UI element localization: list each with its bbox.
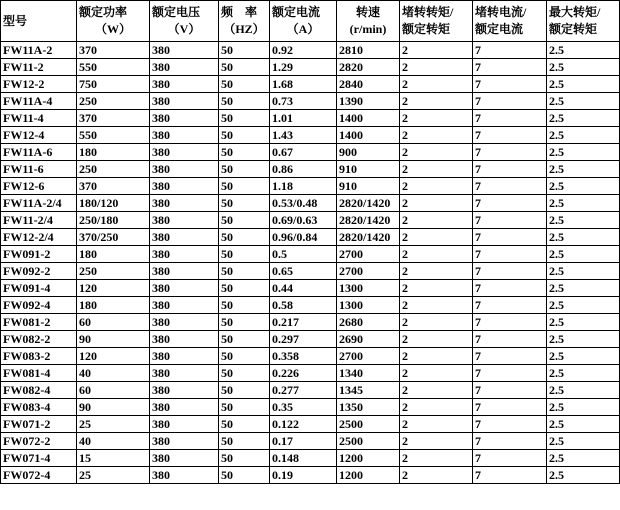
cell-max-torque-ratio: 2.5 <box>547 348 620 365</box>
cell-rated-voltage: 380 <box>150 314 219 331</box>
cell-rated-voltage: 380 <box>150 348 219 365</box>
cell-rated-power: 370 <box>77 178 150 195</box>
cell-rated-current: 0.226 <box>270 365 337 382</box>
cell-rated-current: 0.69/0.63 <box>270 212 337 229</box>
table-row <box>1 144 620 161</box>
cell-rated-voltage: 380 <box>150 433 219 450</box>
cell-speed: 2700 <box>337 348 400 365</box>
cell-model: FW072-2 <box>1 433 77 450</box>
cell-rated-power: 60 <box>77 314 150 331</box>
cell-rated-current: 1.01 <box>270 110 337 127</box>
cell-frequency: 50 <box>219 467 270 484</box>
cell-rated-voltage: 380 <box>150 229 219 246</box>
cell-model: FW091-2 <box>1 246 77 263</box>
cell-max-torque-ratio: 2.5 <box>547 127 620 144</box>
cell-rated-power: 90 <box>77 399 150 416</box>
table-row <box>1 110 620 127</box>
cell-rated-power: 40 <box>77 433 150 450</box>
cell-max-torque-ratio: 2.5 <box>547 161 620 178</box>
cell-rated-voltage: 380 <box>150 161 219 178</box>
cell-rated-current: 0.44 <box>270 280 337 297</box>
cell-rated-voltage: 380 <box>150 76 219 93</box>
cell-model: FW092-2 <box>1 263 77 280</box>
cell-rated-current: 0.19 <box>270 467 337 484</box>
cell-frequency: 50 <box>219 144 270 161</box>
cell-max-torque-ratio: 2.5 <box>547 93 620 110</box>
cell-rated-current: 1.18 <box>270 178 337 195</box>
cell-model: FW071-2 <box>1 416 77 433</box>
cell-speed: 2500 <box>337 416 400 433</box>
cell-rated-power: 180 <box>77 144 150 161</box>
cell-rated-power: 250 <box>77 161 150 178</box>
header-line: 频 率 <box>221 5 258 19</box>
cell-locked-torque-ratio: 2 <box>400 314 473 331</box>
table-row <box>1 314 620 331</box>
cell-max-torque-ratio: 2.5 <box>547 246 620 263</box>
cell-locked-torque-ratio: 2 <box>400 297 473 314</box>
cell-frequency: 50 <box>219 399 270 416</box>
cell-rated-current: 0.297 <box>270 331 337 348</box>
cell-max-torque-ratio: 2.5 <box>547 59 620 76</box>
cell-rated-current: 0.86 <box>270 161 337 178</box>
header-line: 最大转矩/ <box>549 5 601 19</box>
cell-frequency: 50 <box>219 229 270 246</box>
table-row <box>1 161 620 178</box>
cell-model: FW12-2 <box>1 76 77 93</box>
cell-model: FW11A-6 <box>1 144 77 161</box>
cell-locked-torque-ratio: 2 <box>400 467 473 484</box>
cell-model: FW082-4 <box>1 382 77 399</box>
header-line: 额定转矩 <box>402 22 451 36</box>
cell-rated-voltage: 380 <box>150 399 219 416</box>
cell-rated-power: 180 <box>77 297 150 314</box>
table-row <box>1 399 620 416</box>
cell-max-torque-ratio: 2.5 <box>547 229 620 246</box>
table-row <box>1 450 620 467</box>
cell-rated-power: 90 <box>77 331 150 348</box>
cell-frequency: 50 <box>219 42 270 59</box>
cell-locked-torque-ratio: 2 <box>400 76 473 93</box>
cell-model: FW083-4 <box>1 399 77 416</box>
cell-locked-torque-ratio: 2 <box>400 161 473 178</box>
cell-max-torque-ratio: 2.5 <box>547 195 620 212</box>
cell-rated-power: 120 <box>77 280 150 297</box>
cell-rated-power: 40 <box>77 365 150 382</box>
cell-speed: 2820/1420 <box>337 229 400 246</box>
table-row <box>1 246 620 263</box>
cell-rated-current: 0.65 <box>270 263 337 280</box>
cell-frequency: 50 <box>219 212 270 229</box>
cell-locked-current-ratio: 7 <box>473 229 547 246</box>
header-line: 额定功率 <box>79 5 128 19</box>
header-rated-current <box>270 1 337 42</box>
cell-locked-torque-ratio: 2 <box>400 399 473 416</box>
cell-frequency: 50 <box>219 178 270 195</box>
cell-rated-voltage: 380 <box>150 212 219 229</box>
cell-speed: 1300 <box>337 280 400 297</box>
cell-max-torque-ratio: 2.5 <box>547 416 620 433</box>
cell-locked-current-ratio: 7 <box>473 144 547 161</box>
cell-locked-torque-ratio: 2 <box>400 450 473 467</box>
header-frequency <box>219 1 270 42</box>
cell-frequency: 50 <box>219 297 270 314</box>
header-line: 额定转矩 <box>549 22 598 36</box>
cell-locked-current-ratio: 7 <box>473 467 547 484</box>
cell-rated-power: 120 <box>77 348 150 365</box>
cell-max-torque-ratio: 2.5 <box>547 76 620 93</box>
cell-speed: 2700 <box>337 263 400 280</box>
cell-locked-current-ratio: 7 <box>473 263 547 280</box>
cell-speed: 2690 <box>337 331 400 348</box>
cell-locked-current-ratio: 7 <box>473 161 547 178</box>
cell-rated-power: 250 <box>77 263 150 280</box>
header-speed <box>337 1 400 42</box>
cell-rated-voltage: 380 <box>150 178 219 195</box>
table-row <box>1 280 620 297</box>
cell-max-torque-ratio: 2.5 <box>547 110 620 127</box>
table-row <box>1 416 620 433</box>
cell-locked-current-ratio: 7 <box>473 331 547 348</box>
cell-locked-current-ratio: 7 <box>473 280 547 297</box>
cell-model: FW091-4 <box>1 280 77 297</box>
cell-rated-power: 250 <box>77 93 150 110</box>
cell-frequency: 50 <box>219 161 270 178</box>
cell-rated-power: 370/250 <box>77 229 150 246</box>
cell-speed: 1400 <box>337 127 400 144</box>
cell-model: FW11-2/4 <box>1 212 77 229</box>
header-unit: （A） <box>286 22 320 36</box>
header-model <box>1 1 77 42</box>
cell-frequency: 50 <box>219 263 270 280</box>
table-row <box>1 382 620 399</box>
cell-speed: 1400 <box>337 110 400 127</box>
cell-frequency: 50 <box>219 416 270 433</box>
cell-max-torque-ratio: 2.5 <box>547 314 620 331</box>
cell-rated-power: 60 <box>77 382 150 399</box>
header-line: 转速 <box>355 5 380 19</box>
table-row <box>1 76 620 93</box>
cell-frequency: 50 <box>219 59 270 76</box>
cell-model: FW11-6 <box>1 161 77 178</box>
cell-speed: 910 <box>337 161 400 178</box>
cell-locked-current-ratio: 7 <box>473 433 547 450</box>
cell-rated-voltage: 380 <box>150 144 219 161</box>
cell-speed: 2820 <box>337 59 400 76</box>
cell-locked-torque-ratio: 2 <box>400 280 473 297</box>
cell-rated-current: 0.35 <box>270 399 337 416</box>
cell-rated-voltage: 380 <box>150 93 219 110</box>
cell-rated-voltage: 380 <box>150 127 219 144</box>
cell-locked-current-ratio: 7 <box>473 93 547 110</box>
cell-locked-current-ratio: 7 <box>473 246 547 263</box>
cell-locked-torque-ratio: 2 <box>400 433 473 450</box>
cell-locked-torque-ratio: 2 <box>400 263 473 280</box>
cell-rated-current: 0.277 <box>270 382 337 399</box>
header-line: 堵转电流/ <box>475 5 527 19</box>
cell-model: FW081-2 <box>1 314 77 331</box>
cell-locked-current-ratio: 7 <box>473 127 547 144</box>
cell-rated-voltage: 380 <box>150 280 219 297</box>
cell-model: FW12-6 <box>1 178 77 195</box>
cell-max-torque-ratio: 2.5 <box>547 144 620 161</box>
table-row <box>1 433 620 450</box>
table-row <box>1 467 620 484</box>
header-line: 堵转转矩/ <box>402 5 454 19</box>
cell-rated-current: 0.67 <box>270 144 337 161</box>
cell-rated-current: 0.217 <box>270 314 337 331</box>
header-line: 额定电流 <box>272 5 321 19</box>
cell-rated-voltage: 380 <box>150 246 219 263</box>
cell-max-torque-ratio: 2.5 <box>547 263 620 280</box>
header-unit: (r/min) <box>349 22 387 36</box>
header-unit: （HZ） <box>223 22 265 36</box>
cell-rated-power: 15 <box>77 450 150 467</box>
cell-locked-current-ratio: 7 <box>473 314 547 331</box>
cell-rated-current: 0.358 <box>270 348 337 365</box>
cell-model: FW071-4 <box>1 450 77 467</box>
table-row <box>1 229 620 246</box>
cell-locked-torque-ratio: 2 <box>400 365 473 382</box>
cell-frequency: 50 <box>219 433 270 450</box>
cell-model: FW11-2 <box>1 59 77 76</box>
cell-locked-torque-ratio: 2 <box>400 42 473 59</box>
cell-rated-voltage: 380 <box>150 416 219 433</box>
cell-frequency: 50 <box>219 365 270 382</box>
cell-locked-torque-ratio: 2 <box>400 246 473 263</box>
table-row <box>1 178 620 195</box>
cell-locked-current-ratio: 7 <box>473 212 547 229</box>
cell-rated-voltage: 380 <box>150 450 219 467</box>
cell-locked-current-ratio: 7 <box>473 110 547 127</box>
table-row <box>1 195 620 212</box>
cell-locked-torque-ratio: 2 <box>400 212 473 229</box>
header-unit: （W） <box>94 22 131 36</box>
cell-locked-torque-ratio: 2 <box>400 229 473 246</box>
cell-model: FW11A-4 <box>1 93 77 110</box>
cell-locked-current-ratio: 7 <box>473 450 547 467</box>
cell-max-torque-ratio: 2.5 <box>547 399 620 416</box>
cell-locked-current-ratio: 7 <box>473 416 547 433</box>
header-rated-voltage <box>150 1 219 42</box>
cell-frequency: 50 <box>219 195 270 212</box>
cell-locked-current-ratio: 7 <box>473 297 547 314</box>
table-row <box>1 212 620 229</box>
cell-speed: 2680 <box>337 314 400 331</box>
cell-model: FW11A-2/4 <box>1 195 77 212</box>
cell-rated-power: 750 <box>77 76 150 93</box>
table-row <box>1 59 620 76</box>
cell-locked-torque-ratio: 2 <box>400 127 473 144</box>
cell-speed: 2810 <box>337 42 400 59</box>
cell-max-torque-ratio: 2.5 <box>547 365 620 382</box>
cell-locked-current-ratio: 7 <box>473 42 547 59</box>
table-header <box>1 1 620 42</box>
cell-rated-power: 550 <box>77 127 150 144</box>
header-max-torque-ratio <box>547 1 620 42</box>
cell-locked-torque-ratio: 2 <box>400 331 473 348</box>
cell-speed: 1300 <box>337 297 400 314</box>
cell-rated-current: 0.17 <box>270 433 337 450</box>
cell-frequency: 50 <box>219 331 270 348</box>
table-row <box>1 331 620 348</box>
cell-speed: 1390 <box>337 93 400 110</box>
table-body <box>1 42 620 484</box>
cell-frequency: 50 <box>219 127 270 144</box>
cell-locked-torque-ratio: 2 <box>400 382 473 399</box>
cell-model: FW092-4 <box>1 297 77 314</box>
header-row <box>1 1 620 42</box>
header-locked-torque-ratio <box>400 1 473 42</box>
cell-rated-current: 0.5 <box>270 246 337 263</box>
cell-frequency: 50 <box>219 246 270 263</box>
cell-model: FW11-4 <box>1 110 77 127</box>
cell-rated-current: 0.96/0.84 <box>270 229 337 246</box>
table-row <box>1 127 620 144</box>
table-row <box>1 365 620 382</box>
cell-speed: 2700 <box>337 246 400 263</box>
cell-rated-voltage: 380 <box>150 382 219 399</box>
cell-locked-current-ratio: 7 <box>473 76 547 93</box>
cell-locked-current-ratio: 7 <box>473 59 547 76</box>
cell-rated-power: 250/180 <box>77 212 150 229</box>
cell-speed: 1340 <box>337 365 400 382</box>
header-line: 额定电压 <box>152 5 201 19</box>
cell-rated-voltage: 380 <box>150 42 219 59</box>
cell-frequency: 50 <box>219 348 270 365</box>
cell-max-torque-ratio: 2.5 <box>547 382 620 399</box>
cell-rated-current: 1.29 <box>270 59 337 76</box>
cell-speed: 2820/1420 <box>337 195 400 212</box>
header-locked-current-ratio <box>473 1 547 42</box>
cell-rated-voltage: 380 <box>150 331 219 348</box>
cell-locked-current-ratio: 7 <box>473 195 547 212</box>
cell-frequency: 50 <box>219 110 270 127</box>
cell-speed: 1200 <box>337 467 400 484</box>
cell-locked-current-ratio: 7 <box>473 365 547 382</box>
cell-rated-current: 0.58 <box>270 297 337 314</box>
cell-model: FW083-2 <box>1 348 77 365</box>
cell-max-torque-ratio: 2.5 <box>547 450 620 467</box>
cell-frequency: 50 <box>219 382 270 399</box>
cell-max-torque-ratio: 2.5 <box>547 280 620 297</box>
cell-model: FW082-2 <box>1 331 77 348</box>
cell-max-torque-ratio: 2.5 <box>547 212 620 229</box>
cell-rated-power: 370 <box>77 42 150 59</box>
cell-rated-voltage: 380 <box>150 297 219 314</box>
cell-speed: 1345 <box>337 382 400 399</box>
cell-rated-current: 0.73 <box>270 93 337 110</box>
cell-rated-power: 180/120 <box>77 195 150 212</box>
cell-speed: 2820/1420 <box>337 212 400 229</box>
cell-speed: 910 <box>337 178 400 195</box>
cell-speed: 1350 <box>337 399 400 416</box>
table-row <box>1 348 620 365</box>
cell-max-torque-ratio: 2.5 <box>547 467 620 484</box>
header-rated-power <box>77 1 150 42</box>
header-unit: （V） <box>167 22 201 36</box>
cell-rated-current: 0.122 <box>270 416 337 433</box>
cell-locked-torque-ratio: 2 <box>400 93 473 110</box>
header-line: 额定电流 <box>475 22 524 36</box>
cell-rated-voltage: 380 <box>150 365 219 382</box>
cell-rated-power: 550 <box>77 59 150 76</box>
cell-rated-voltage: 380 <box>150 195 219 212</box>
cell-model: FW072-4 <box>1 467 77 484</box>
cell-rated-current: 0.148 <box>270 450 337 467</box>
cell-rated-current: 0.53/0.48 <box>270 195 337 212</box>
cell-locked-current-ratio: 7 <box>473 399 547 416</box>
cell-max-torque-ratio: 2.5 <box>547 433 620 450</box>
cell-locked-current-ratio: 7 <box>473 382 547 399</box>
cell-model: FW11A-2 <box>1 42 77 59</box>
table-row <box>1 297 620 314</box>
cell-speed: 2840 <box>337 76 400 93</box>
cell-locked-torque-ratio: 2 <box>400 348 473 365</box>
cell-frequency: 50 <box>219 93 270 110</box>
cell-locked-torque-ratio: 2 <box>400 144 473 161</box>
header-line: 型号 <box>3 13 28 28</box>
cell-locked-torque-ratio: 2 <box>400 59 473 76</box>
cell-rated-voltage: 380 <box>150 110 219 127</box>
table-row <box>1 42 620 59</box>
cell-rated-current: 1.68 <box>270 76 337 93</box>
cell-locked-current-ratio: 7 <box>473 178 547 195</box>
cell-max-torque-ratio: 2.5 <box>547 42 620 59</box>
cell-frequency: 50 <box>219 314 270 331</box>
cell-speed: 900 <box>337 144 400 161</box>
cell-rated-current: 1.43 <box>270 127 337 144</box>
cell-rated-power: 180 <box>77 246 150 263</box>
cell-frequency: 50 <box>219 450 270 467</box>
cell-model: FW12-4 <box>1 127 77 144</box>
cell-rated-voltage: 380 <box>150 467 219 484</box>
cell-speed: 2500 <box>337 433 400 450</box>
cell-rated-current: 0.92 <box>270 42 337 59</box>
cell-locked-torque-ratio: 2 <box>400 195 473 212</box>
cell-locked-torque-ratio: 2 <box>400 178 473 195</box>
table-row <box>1 263 620 280</box>
cell-rated-voltage: 380 <box>150 263 219 280</box>
cell-rated-power: 370 <box>77 110 150 127</box>
cell-locked-torque-ratio: 2 <box>400 110 473 127</box>
cell-rated-voltage: 380 <box>150 59 219 76</box>
cell-frequency: 50 <box>219 76 270 93</box>
cell-max-torque-ratio: 2.5 <box>547 178 620 195</box>
cell-rated-power: 25 <box>77 467 150 484</box>
cell-rated-power: 25 <box>77 416 150 433</box>
cell-model: FW12-2/4 <box>1 229 77 246</box>
cell-speed: 1200 <box>337 450 400 467</box>
cell-max-torque-ratio: 2.5 <box>547 331 620 348</box>
cell-model: FW081-4 <box>1 365 77 382</box>
table-row <box>1 93 620 110</box>
cell-locked-torque-ratio: 2 <box>400 416 473 433</box>
cell-locked-current-ratio: 7 <box>473 348 547 365</box>
cell-max-torque-ratio: 2.5 <box>547 297 620 314</box>
cell-frequency: 50 <box>219 280 270 297</box>
